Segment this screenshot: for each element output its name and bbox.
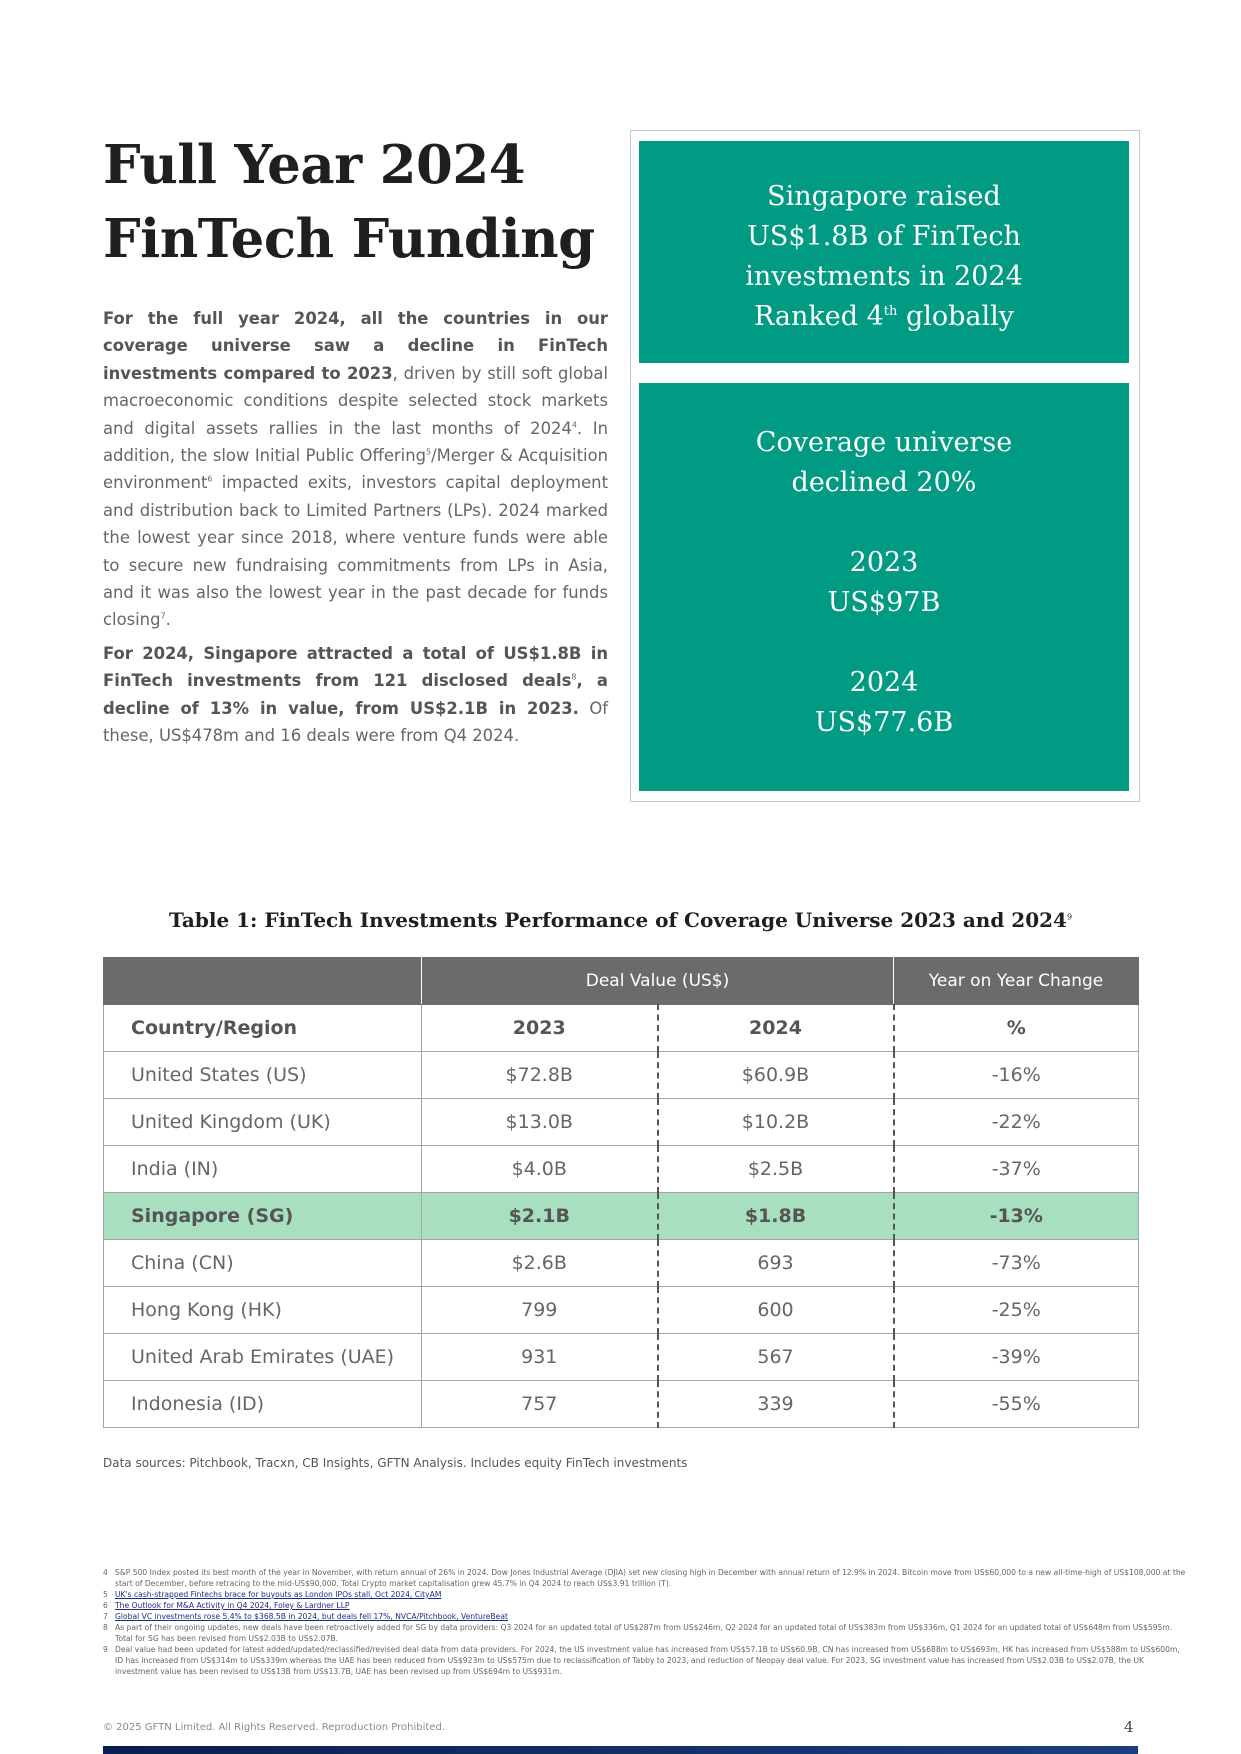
row-change: -22% — [894, 1099, 1139, 1146]
callout1-rank-text: Ranked 4 — [753, 301, 884, 332]
sg-text: Of these, US$478m and 16 deals were from Q4 2024. — [103, 698, 608, 746]
callout1-rank-sup: th — [883, 304, 898, 319]
table-row — [104, 1287, 1139, 1334]
copyright-notice: © 2025 GFTN Limited. All Rights Reserved. Reproduction Prohibited. — [103, 1722, 445, 1733]
row-country: Indonesia (ID) — [104, 1381, 422, 1428]
row-value-2023: $2.1B — [422, 1193, 658, 1240]
callout1-line1: Singapore raised — [767, 181, 1001, 212]
callout-panel — [630, 130, 1140, 802]
row-change: -16% — [894, 1052, 1139, 1099]
page-title-line2: FinTech Funding — [103, 208, 595, 270]
row-value-2023: 799 — [422, 1287, 658, 1334]
row-value-2024: $10.2B — [658, 1099, 894, 1146]
row-value-2023: 931 — [422, 1334, 658, 1381]
footnote-number: 4 — [103, 1568, 108, 1577]
row-value-2024: 339 — [658, 1381, 894, 1428]
footnote-ref-7: 7 — [160, 612, 166, 621]
sg-bold-text-1: For 2024, Singapore attracted a total of US$1.8B in FinTech investments from 121 disclosed deals — [103, 644, 608, 691]
row-value-2024: 567 — [658, 1334, 894, 1381]
footer-bar — [103, 1746, 1138, 1754]
footnotes — [103, 1567, 1188, 1677]
sg-bold-text-2: , a decline of 13% in value, from US$2.1B in 2023. — [103, 671, 608, 718]
callout1-line2: US$1.8B of FinTech — [747, 221, 1021, 252]
coverage-callout — [639, 383, 1129, 791]
footnote-ref-4: 4 — [571, 420, 577, 430]
callout2-line2: declined 20% — [791, 467, 977, 498]
callout2-year-2024: 2024 — [849, 667, 919, 698]
col-2024-header: 2024 — [658, 1005, 894, 1052]
footnote-item — [103, 1622, 1188, 1644]
row-country: Singapore (SG) — [104, 1193, 422, 1240]
col-2023-header: 2023 — [422, 1005, 658, 1052]
col-country-header: Country/Region — [104, 1005, 422, 1052]
row-country: United States (US) — [104, 1052, 422, 1099]
data-sources-note: Data sources: Pitchbook, Tracxn, CB Insights, GFTN Analysis. Includes equity FinTech investments — [103, 1456, 688, 1470]
header-deal-value: Deal Value (US$) — [422, 958, 894, 1005]
table-title-text: Table 1: FinTech Investments Performance of Coverage Universe 2023 and 2024 — [168, 908, 1067, 932]
callout2-value-2024: US$77.6B — [814, 707, 954, 738]
footnote-item — [103, 1567, 1188, 1589]
footnote-ref-6: 6 — [207, 474, 213, 484]
footnote-item — [103, 1589, 1188, 1600]
footnote-number: 8 — [103, 1623, 108, 1632]
footnote-item — [103, 1644, 1188, 1677]
singapore-callout — [639, 141, 1129, 363]
col-pct-header: % — [894, 1005, 1139, 1052]
row-value-2023: $2.6B — [422, 1240, 658, 1287]
footnote-link[interactable]: The Outlook for M&A Activity in Q4 2024, Foley & Lardner LLP — [115, 1601, 350, 1610]
table-row — [104, 1334, 1139, 1381]
row-change: -39% — [894, 1334, 1139, 1381]
table-row — [104, 1381, 1139, 1428]
intro-bold-text: For the full year 2024, all the countries in our coverage universe saw a decline in FinTech investments compared to 2023 — [103, 309, 608, 383]
callout1-line3: investments in 2024 — [745, 261, 1023, 292]
row-value-2023: $4.0B — [422, 1146, 658, 1193]
table-row — [104, 1099, 1139, 1146]
row-change: -55% — [894, 1381, 1139, 1428]
row-change: -73% — [894, 1240, 1139, 1287]
footnote-ref-8: 8 — [571, 672, 577, 682]
footnote-ref-9: 9 — [1066, 912, 1073, 922]
table-row — [104, 1240, 1139, 1287]
footnote-link[interactable]: Global VC investments rose 5.4% to $368.5B in 2024, but deals fell 17%, NVCA/Pitchbook, VentureBeat — [115, 1612, 508, 1621]
callout1-rank-suffix: globally — [897, 301, 1015, 332]
footnote-text: S&P 500 Index posted its best month of the year in November, with return annual of 26% in 2024. Dow Jones Industrial Average (DJIA) set new closing high in December with annual return of 12.9% in 2024. Bitcoin move from US$60,000 to a new all-time-high of US$108,000 at the start of December, before retracing to the mid-US$90,000. Total Crypto market capitalisation grew 45.7% in Q4 2024 to reach US$3.91 trillion (T). — [115, 1568, 1186, 1588]
row-value-2023: 757 — [422, 1381, 658, 1428]
intro-paragraph — [103, 305, 608, 634]
row-value-2024: $1.8B — [658, 1193, 894, 1240]
row-value-2023: $13.0B — [422, 1099, 658, 1146]
footnote-item — [103, 1600, 1188, 1611]
footnote-text: As part of their ongoing updates, new deals have been retroactively added for SG by data providers: Q3 2024 for an updated total of US$287m from US$246m, Q2 2024 for an updated total of US$383m from US$336m, Q1 2024 for an updated total of US$648m from US$595m. Total for SG has been revised from US$2.03B to US$2.07B. — [115, 1623, 1173, 1643]
intro-text-1: , driven by still soft global macroeconomic conditions despite selected stock markets and digital assets rallies in the last months of 2024 — [103, 363, 609, 438]
row-country: China (CN) — [104, 1240, 422, 1287]
row-country: United Kingdom (UK) — [104, 1099, 422, 1146]
row-value-2024: 693 — [658, 1240, 894, 1287]
footnote-number: 7 — [103, 1612, 108, 1621]
intro-text-3: /Merger & Acquisition environment — [103, 446, 609, 493]
footnote-item — [103, 1611, 1188, 1622]
footnote-number: 6 — [103, 1601, 108, 1610]
singapore-paragraph — [103, 640, 608, 750]
table-row — [104, 1052, 1139, 1099]
callout2-value-2023: US$97B — [827, 587, 941, 618]
page-title-line1: Full Year 2024 — [103, 134, 526, 196]
row-change: -37% — [894, 1146, 1139, 1193]
table-row-highlighted — [104, 1193, 1139, 1240]
page-number: 4 — [1124, 1718, 1134, 1736]
footnote-link[interactable]: UK's cash-strapped Fintechs brace for buyouts as London IPOs stall, Oct 2024, CityAM — [115, 1590, 442, 1599]
row-change: -13% — [894, 1193, 1139, 1240]
page-title — [103, 128, 623, 276]
footnote-text: Deal value had been updated for latest added/updated/reclassified/revised deal data from data providers. For 2024, the US investment value has increased from US$57.1B to US$60.9B, CN has increased from US$688m to US$693m, HK has increased from US$588m to US$600m, ID has increased from US$314m to US$339m whereas the UAE has been reduced from US$923m to US$575m due to reclassification of Tabby to 2023, and reduction of Neopay deal value. For 2023, SG investment value has increased from US$2.03B to US$2.07B, the UK investment value has been revised to US$13B from US$13.7B, UAE has been revised up from US$694m to US$931m. — [115, 1645, 1180, 1676]
table-title — [103, 908, 1138, 932]
footnote-number: 9 — [103, 1645, 108, 1654]
footnote-ref-5: 5 — [426, 447, 432, 457]
callout1-line4 — [639, 297, 1129, 337]
row-country: United Arab Emirates (UAE) — [104, 1334, 422, 1381]
table-row — [104, 1146, 1139, 1193]
footnote-number: 5 — [103, 1590, 108, 1599]
row-value-2023: $72.8B — [422, 1052, 658, 1099]
intro-text-5: . — [165, 610, 171, 630]
intro-text-2: . In addition, the slow Initial Public Offering — [103, 418, 608, 466]
row-value-2024: 600 — [658, 1287, 894, 1334]
intro-text-4: impacted exits, investors capital deployment and distribution back to Limited Partners (LPs). 2024 marked the lowest year since 2018, where venture funds were able to secure new fundraising commitments from LPs in Asia, and it was also the lowest year in the past decade for funds closing — [103, 473, 608, 630]
fintech-performance-table — [103, 957, 1139, 1428]
callout2-year-2023: 2023 — [849, 547, 919, 578]
table-group-header — [104, 958, 1139, 1005]
row-country: Hong Kong (HK) — [104, 1287, 422, 1334]
row-value-2024: $60.9B — [658, 1052, 894, 1099]
row-value-2024: $2.5B — [658, 1146, 894, 1193]
header-yoy-change: Year on Year Change — [894, 958, 1139, 1005]
table-column-header — [104, 1005, 1139, 1052]
header-blank — [104, 958, 422, 1005]
row-country: India (IN) — [104, 1146, 422, 1193]
callout2-line1: Coverage universe — [755, 427, 1013, 458]
row-change: -25% — [894, 1287, 1139, 1334]
